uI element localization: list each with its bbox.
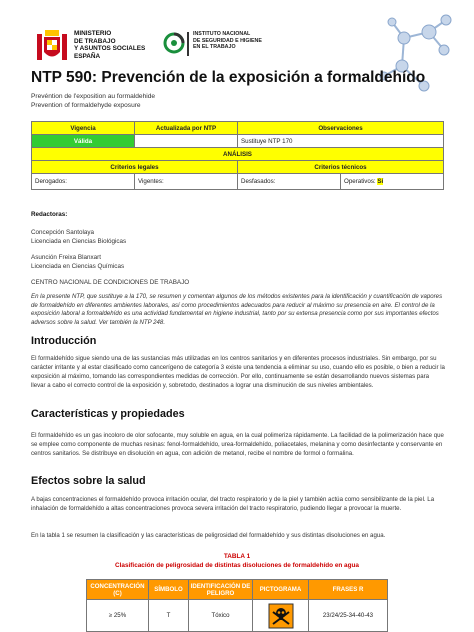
row-identificacion: Tóxico — [189, 600, 253, 632]
desfasados-cell: Desfasados: — [238, 174, 341, 190]
center-name: CENTRO NACIONAL DE CONDICIONES DE TRABAJO — [31, 279, 190, 286]
authors-heading: Redactoras: — [31, 211, 68, 218]
characteristics-paragraph: El formaldehído es un gas incoloro de olor sofocante, muy soluble en agua, en la cual polimeriza rápidamente. La facilidad de la polimerización hace que se emplee como componente de muchas resinas: fenol-formaldehído, urea-formaldehído, poliacetales, melanina y como desinfectante y conservante en centros sanitarios. Se distribuye en disolución en agua, con adición de metanol, recibe el nombre de formol o formalina. — [31, 432, 444, 457]
actualizada-value — [135, 135, 238, 148]
institute-name: INSTITUTO NACIONAL DE SEGURIDAD E HIGIENE EN EL TRABAJO — [193, 31, 262, 51]
header-actualizada: Actualizada por NTP — [135, 122, 238, 135]
header-observaciones: Observaciones — [238, 122, 444, 135]
criterios-tecnicos-header: Criterios técnicos — [238, 161, 444, 174]
col-concentracion: CONCENTRACIÓN (C) — [87, 580, 149, 600]
col-pictograma: PICTOGRAMA — [253, 580, 309, 600]
page-title: NTP 590: Prevención de la exposición a formaldehído — [31, 69, 426, 86]
col-simbolo: SÍMBOLO — [149, 580, 189, 600]
ministry-name: MINISTERIO DE TRABAJO Y ASUNTOS SOCIALES ESPAÑA — [74, 30, 146, 60]
ministry-logo — [34, 28, 154, 64]
observaciones-value: Sustituye NTP 170 — [238, 135, 444, 148]
hazard-classification-table — [86, 579, 388, 632]
analisis-header: ANÁLISIS — [32, 148, 444, 161]
vigentes-cell: Vigentes: — [135, 174, 238, 190]
criterios-legales-header: Criterios legales — [32, 161, 238, 174]
section-heading-characteristics: Características y propiedades — [31, 408, 185, 420]
author-1-name: Concepción Santolaya — [31, 229, 95, 236]
section-heading-intro: Introducción — [31, 335, 97, 347]
ntp-status-table — [31, 121, 444, 190]
col-identificacion: IDENTIFICACIÓN DE PELIGRO — [189, 580, 253, 600]
section-heading-health: Efectos sobre la salud — [31, 475, 146, 487]
coat-of-arms-icon — [34, 28, 70, 64]
col-frases-r: FRASES R — [309, 580, 388, 600]
page-header — [0, 0, 474, 66]
operativos-cell: Operativos: Sí — [341, 174, 444, 190]
table1-caption: Clasificación de peligrosidad de distintas disoluciones de formaldehído en agua — [115, 562, 359, 569]
header-vigencia: Vigencia — [32, 122, 135, 135]
row-simbolo: T — [149, 600, 189, 632]
author-2-degree: Licenciada en Ciencias Químicas — [31, 263, 125, 270]
table1-label: TABLA 1 — [223, 553, 251, 560]
author-2-name: Asunción Freixa Blanxart — [31, 254, 101, 261]
author-1-degree: Licenciada en Ciencias Biológicas — [31, 238, 127, 245]
operativos-value: Sí — [377, 178, 384, 185]
derogados-cell: Derogados: — [32, 174, 135, 190]
abstract: En la presente NTP, que sustituye a la 170, se resumen y comentan algunos de los métodos existentes para la identificación y cuantificación de vapores de formaldehído en diferentes ambientes laborales, así como procedimientos adecuados para reducir al máximo su presencia en aire. El control de la exposición laboral a formaldehído es una actividad fundamental en higiene industrial, tanto por su extensa presencia como por sus importantes efectos adversos sobre la salud. Ver también la NTP 248. — [31, 293, 443, 327]
vigencia-value: Válida — [32, 135, 135, 148]
health-paragraph-2: En la tabla 1 se resumen la clasificación y las características de peligrosidad del formaldehído y sus distintas disoluciones en agua. — [31, 532, 386, 539]
health-paragraph-1: A bajas concentraciones el formaldehído provoca irritación ocular, del tracto respiratorio y de la piel y también actúa como sensibilizante de la piel. La inhalación de formaldehído a altas concentraciones provoca severa irritación del tracto respiratorio, pudiendo llegar a provocar la muerte. — [31, 496, 435, 512]
row-frases-r: 23/24/25-34-40-43 — [309, 600, 388, 632]
row-pictograma — [253, 600, 309, 632]
skull-crossbones-icon — [268, 603, 294, 629]
subtitle-english: Prevention of formaldehyde exposure — [31, 102, 141, 109]
subtitle-french: Prevéntion de l'exposition au formaldehide — [31, 93, 156, 100]
intro-paragraph: El formaldehído sigue siendo una de las sustancias más utilizadas en los centros sanitarios y en diferentes procesos industriales. Sin embargo, por su carácter irritante y al estar clasificado como cancerígeno de categoría 3 existe una tendencia a eliminar su uso, cuando ello es posible, o bien a reducir la exposición al máximo, tomando las correspondientes medidas de corrección. Por ello, continuamente se están desarrollando nuevos sistemas para llevar a cabo el correcto control de la exposición y, sobretodo, destinados a lograr una disminución de sus niveles ambientales. — [31, 355, 445, 389]
insht-emblem-icon — [163, 32, 185, 54]
row-concentracion: ≥ 25% — [87, 600, 149, 632]
insht-logo — [163, 30, 273, 60]
